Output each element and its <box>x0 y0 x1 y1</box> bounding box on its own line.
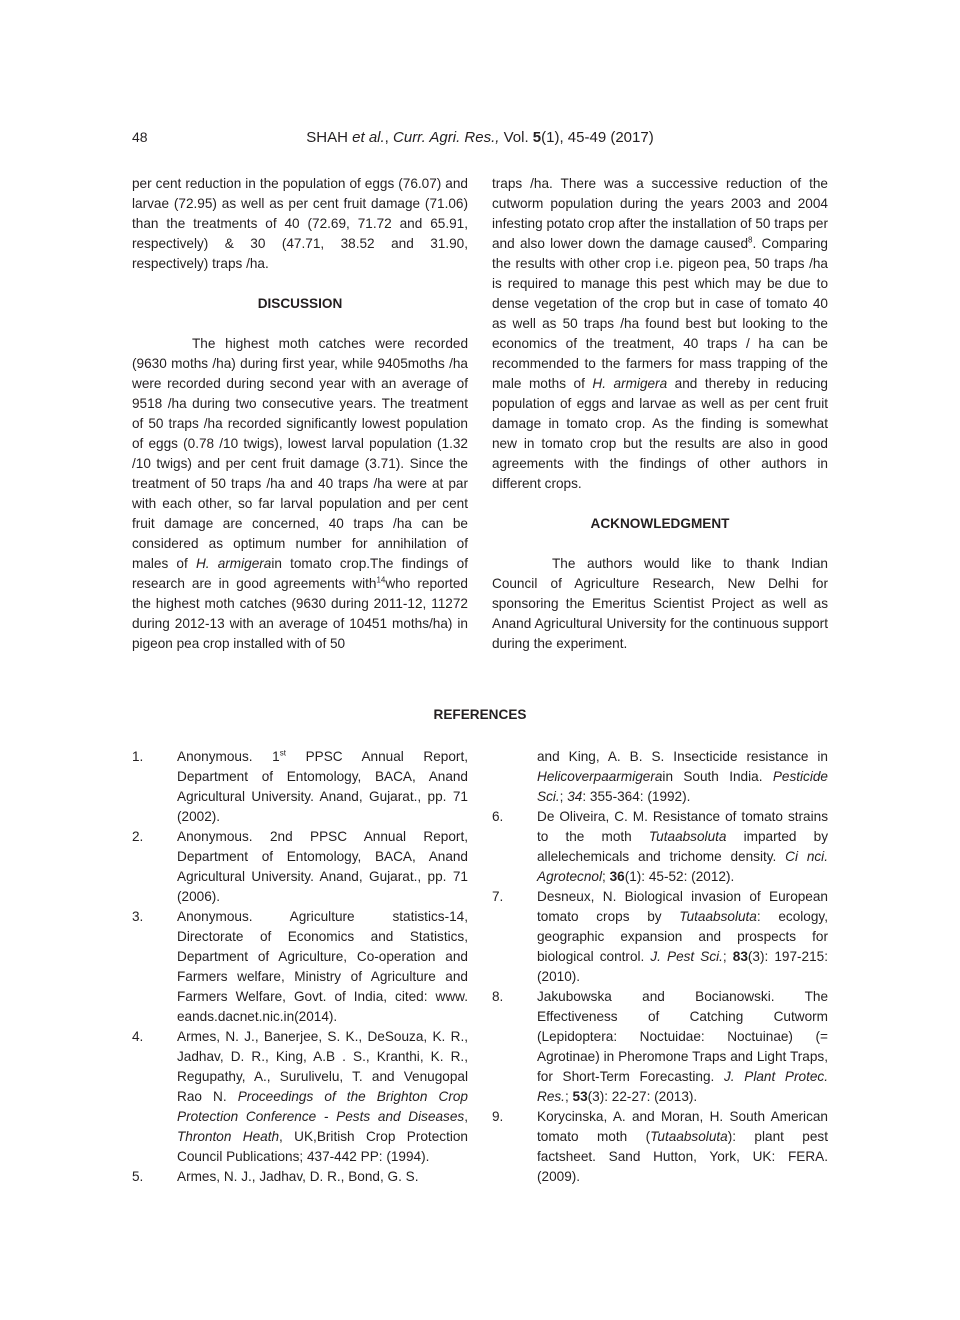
running-head-journal: Curr. Agri. Res., <box>393 129 500 146</box>
ref-italic: J. Pest Sci. <box>650 949 723 964</box>
ref-part: Jakubowska and Bocianowski. The Effectiveness of Catching Cutworm (Lepidoptera: Noctuidae: Noctuinae) (= Agrotinae) in Pheromone Traps and Light Traps, for Short-Term Forecasting. <box>537 989 828 1084</box>
ref-part: (3): 197-215: (2010). <box>537 949 828 984</box>
running-head-etal: et al. <box>352 129 385 146</box>
ref-part: Anonymous. 1 <box>177 749 280 764</box>
reference-text <box>177 747 468 827</box>
reference-item <box>132 827 468 907</box>
ref-part: imparted by allelechemicals and trichome density. <box>537 829 828 864</box>
ref-part: , UK,British Crop Protection Council Publications; 437-442 PP: (1994). <box>177 1129 468 1164</box>
right-text-a: traps /ha. There was a successive reduction of the cutworm population during the years 2003 and 2004 infesting potato crop after the installation of 50 traps per and also lower down the damage caused <box>492 176 828 251</box>
running-head-authors: SHAH <box>306 129 353 146</box>
ref-part: ; <box>564 1089 573 1104</box>
running-head-vol-label: Vol. <box>499 129 533 146</box>
ref-italic: Tutaabsoluta <box>650 1129 728 1144</box>
reference-number: 8. <box>492 989 504 1004</box>
ref-part: ; <box>559 789 568 804</box>
ref-volume: 83 <box>732 949 748 964</box>
reference-text <box>537 887 828 987</box>
ref-italic: Tutaabsoluta <box>679 909 757 924</box>
ref-italic: Pesticide Sci. <box>537 769 828 804</box>
ref-part: , <box>464 1109 468 1124</box>
ref-part: Korycinska, A. and Moran, H. South American tomato moth ( <box>537 1109 828 1144</box>
ref-volume: 36 <box>609 869 625 884</box>
intro-paragraph: per cent reduction in the population of eggs (76.07) and larvae (72.95) as well as per cent fruit damage (71.06) than the treatments of 40 (72.69, 71.72 and 65.91, respectively) & 30 (47.71, 38.52 and 31.90, respectively) traps /ha. <box>132 176 468 271</box>
discussion-text-a: The highest moth catches were recorded (9630 moths /ha) during first year, while 9405moths /ha were recorded during second year with an average of 9518 /ha during two consecutive years. The treatment of 50 traps /ha recorded significantly lowest population of eggs (0.78 /10 twigs), lowest larval population (1.32 /10 twigs) and per cent fruit damage (3.71). Since the treatment of 50 traps /ha and 40 traps /ha were at par with each other, so far larval population and per cent fruit damage are concerned, 40 traps /ha can be considered as optimum number for annihilation of males of <box>132 336 468 571</box>
ref-italic: J. Plant Protec. Res. <box>537 1069 828 1104</box>
ref-italic: Proceedings of the Brighton Crop Protection Conference - Pests and Diseases <box>177 1089 468 1124</box>
ref-italic: Thronton Heath <box>177 1129 280 1144</box>
running-head <box>0 129 960 146</box>
ref-part: and King, A. B. S. Insecticide resistance in <box>537 749 828 764</box>
reference-text <box>537 1107 828 1187</box>
references-left-column <box>132 747 468 1187</box>
reference-number: 3. <box>132 909 144 924</box>
discussion-text-c: who reported the highest moth catches (9630 during 2011-12, 11272 during 2012-13 with an average of 10451 moths/ha) in pigeon pea crop installed with of 50 <box>132 576 468 651</box>
reference-text: Anonymous. 2nd PPSC Annual Report, Department of Entomology, BACA, Anand Agricultural University. Anand, Gujarat., pp. 71 (2006). <box>177 829 468 904</box>
reference-item <box>492 887 828 987</box>
left-column <box>132 174 468 654</box>
references-heading: REFERENCES <box>433 707 527 722</box>
ref-part: De Oliveira, C. M. Resistance of tomato strains to the moth <box>537 809 828 844</box>
discussion-continued <box>492 174 828 494</box>
ref-part: ): plant pest factsheet. Sand Hutton, York, UK: FERA. (2009). <box>537 1129 829 1184</box>
reference-item <box>492 1107 828 1187</box>
right-text-c: and thereby in reducing population of eggs and larvae as well as per cent fruit damage in tomato crop. As the finding is somewhat new in tomato crop but the results are also in good agreements with the findings of other authors in different crops. <box>492 376 828 491</box>
reference-item <box>132 1167 468 1187</box>
reference-item <box>492 987 828 1107</box>
reference-text <box>537 807 828 887</box>
ref-part: (3): 22-27: (2013). <box>587 1089 698 1104</box>
ref-part: : 355-364: (1992). <box>582 789 691 804</box>
ref-part: PPSC Annual Report, Department of Entomology, BACA, Anand Agricultural University. Anand, Gujarat., pp. 71 (2002). <box>177 749 468 824</box>
acknowledgment-paragraph: The authors would like to thank Indian Council of Agriculture Research, New Delhi for sponsoring the Emeritus Scientist Project as well as Anand Agricultural University for the continuous support during the experiment. <box>492 556 828 651</box>
reference-text <box>177 1027 468 1167</box>
page-number: 48 <box>132 129 148 145</box>
reference-number: 5. <box>132 1169 144 1184</box>
running-head-volume: 5 <box>532 129 542 146</box>
ref-italic: Tutaabsoluta <box>648 829 727 844</box>
right-text-b: . Comparing the results with other crop i.e. pigeon pea, 50 traps /ha is required to manage this pest which may be due to dense vegetation of the crop but in case of tomato 40 as well as 50 traps /ha found best but looking to the economics of the treatment, 40 traps / ha can be recommended to the farmers for mass trapping of the male moths of <box>492 236 828 391</box>
acknowledgment-heading: ACKNOWLEDGMENT <box>590 516 730 531</box>
ref-part: Desneux, N. Biological invasion of European tomato crops by <box>537 889 828 924</box>
discussion-species: H. armigera <box>195 556 272 571</box>
reference-number: 1. <box>132 749 144 764</box>
running-head-sep: , <box>384 129 394 146</box>
reference-number: 4. <box>132 1029 144 1044</box>
citation-superscript: 8 <box>748 235 753 245</box>
ref-italic: Helicoverpaarmigera <box>537 769 663 784</box>
ref-italic: Ci nci. Agrotecnol <box>537 849 828 884</box>
ref-superscript: st <box>279 748 286 758</box>
ref-part: ; <box>602 869 610 884</box>
reference-continued <box>492 747 828 807</box>
ref-part: : ecology, geographic expansion and prospects for biological control. <box>537 909 828 964</box>
ref-volume: 53 <box>572 1089 588 1104</box>
reference-item <box>492 807 828 887</box>
ref-part: in South India. <box>662 769 773 784</box>
ref-part: ; <box>722 949 733 964</box>
right-species: H. armigera <box>592 376 668 391</box>
ref-part: (1): 45-52: (2012). <box>624 869 735 884</box>
discussion-paragraph <box>132 334 468 654</box>
ref-part: Armes, N. J., Banerjee, S. K., DeSouza, K. R., Jadhav, D. R., King, A.B . S., Kranthi, K. R., Regupathy, A., Surulivelu, T. and Venugopal Rao N. <box>177 1029 468 1104</box>
citation-superscript: 14 <box>376 575 386 585</box>
reference-text <box>537 987 828 1107</box>
reference-number: 2. <box>132 829 144 844</box>
running-head-issue: (1), 45-49 (2017) <box>541 129 654 146</box>
reference-item <box>132 907 468 1027</box>
discussion-text-b: in tomato crop.The findings of research are in good agreements with <box>132 556 468 591</box>
reference-item <box>132 1027 468 1167</box>
reference-number: 9. <box>492 1109 504 1124</box>
right-column <box>492 174 828 654</box>
reference-number: 7. <box>492 889 504 904</box>
reference-item <box>132 747 468 827</box>
references-right-column <box>492 747 828 1187</box>
discussion-heading: DISCUSSION <box>257 296 343 311</box>
reference-number: 6. <box>492 809 504 824</box>
reference-text: Armes, N. J., Jadhav, D. R., Bond, G. S. <box>177 1169 419 1184</box>
reference-text: Anonymous. Agriculture statistics-14, Directorate of Economics and Statistics, Department of Agriculture, Co-operation and Farmers welfare, Ministry of Agriculture and Farmers Welfare, Govt. of India, cited: www. eands.dacnet.nic.in(2014). <box>177 909 468 1024</box>
ref-italic: 34 <box>567 789 583 804</box>
